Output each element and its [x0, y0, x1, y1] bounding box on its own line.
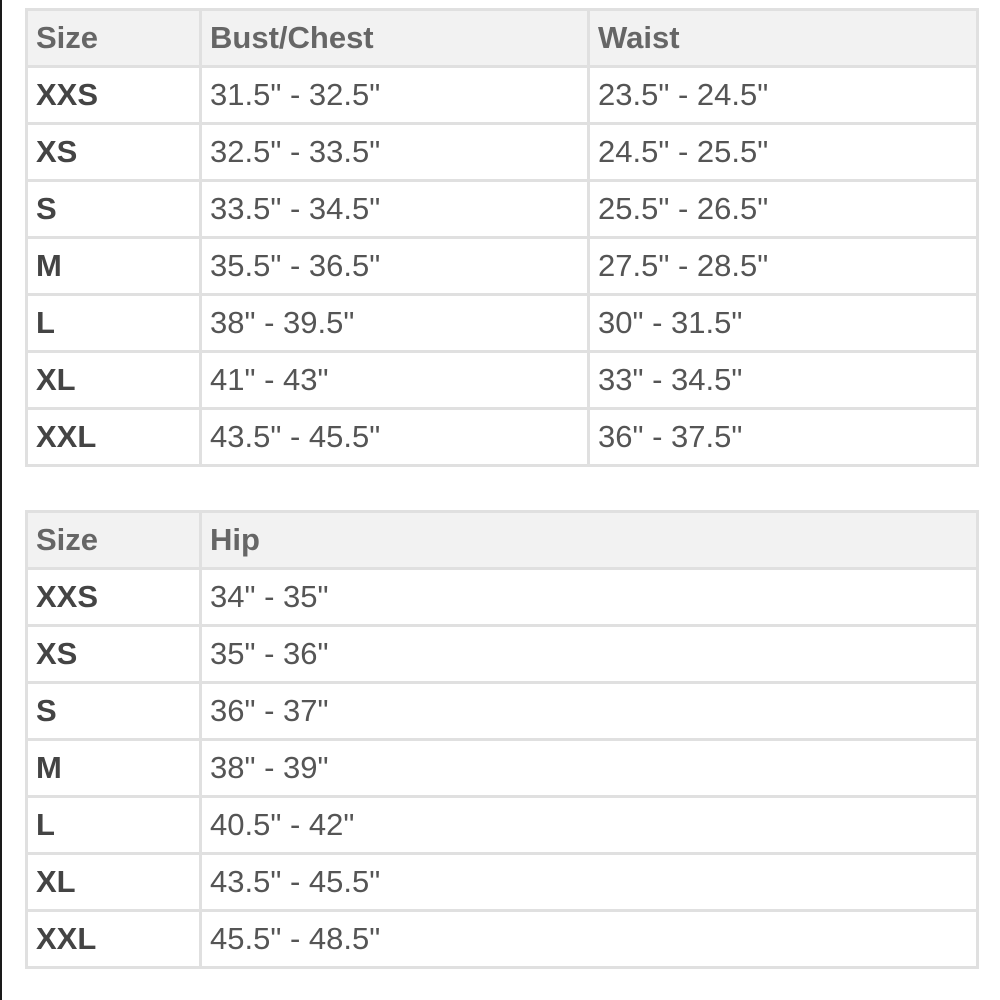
bust-cell: 31.5" - 32.5": [201, 67, 589, 124]
bust-cell: 38" - 39.5": [201, 295, 589, 352]
table-header-row: [27, 512, 978, 569]
waist-cell: 30" - 31.5": [589, 295, 978, 352]
table-row: [27, 124, 978, 181]
table-row: [27, 238, 978, 295]
bust-cell: 43.5" - 45.5": [201, 409, 589, 466]
hip-cell: 35" - 36": [201, 626, 978, 683]
waist-cell: 33" - 34.5": [589, 352, 978, 409]
size-cell: XXL: [27, 911, 201, 968]
hip-cell: 40.5" - 42": [201, 797, 978, 854]
size-cell: XL: [27, 854, 201, 911]
size-cell: XL: [27, 352, 201, 409]
table-row: [27, 683, 978, 740]
waist-cell: 27.5" - 28.5": [589, 238, 978, 295]
table-row: [27, 911, 978, 968]
header-bust-chest: Bust/Chest: [201, 10, 589, 67]
hip-cell: 38" - 39": [201, 740, 978, 797]
size-cell: S: [27, 683, 201, 740]
waist-cell: 36" - 37.5": [589, 409, 978, 466]
hip-cell: 45.5" - 48.5": [201, 911, 978, 968]
header-hip: Hip: [201, 512, 978, 569]
table-row: [27, 569, 978, 626]
size-cell: M: [27, 740, 201, 797]
hip-size-table: [25, 510, 979, 969]
size-cell: S: [27, 181, 201, 238]
header-size: Size: [27, 512, 201, 569]
size-cell: L: [27, 295, 201, 352]
size-cell: XS: [27, 124, 201, 181]
waist-cell: 25.5" - 26.5": [589, 181, 978, 238]
table-row: [27, 854, 978, 911]
table-row: [27, 352, 978, 409]
header-waist: Waist: [589, 10, 978, 67]
table-row: [27, 67, 978, 124]
table-row: [27, 181, 978, 238]
table-row: [27, 295, 978, 352]
hip-cell: 36" - 37": [201, 683, 978, 740]
waist-cell: 23.5" - 24.5": [589, 67, 978, 124]
waist-cell: 24.5" - 25.5": [589, 124, 978, 181]
table-header-row: [27, 10, 978, 67]
size-cell: M: [27, 238, 201, 295]
hip-cell: 34" - 35": [201, 569, 978, 626]
table-row: [27, 409, 978, 466]
table-row: [27, 626, 978, 683]
bust-cell: 41" - 43": [201, 352, 589, 409]
bust-cell: 33.5" - 34.5": [201, 181, 589, 238]
header-size: Size: [27, 10, 201, 67]
hip-cell: 43.5" - 45.5": [201, 854, 978, 911]
size-cell: XXS: [27, 67, 201, 124]
size-cell: XXS: [27, 569, 201, 626]
size-cell: L: [27, 797, 201, 854]
bust-waist-size-table: [25, 8, 979, 467]
left-edge-divider: [0, 0, 2, 1000]
bust-cell: 32.5" - 33.5": [201, 124, 589, 181]
size-cell: XS: [27, 626, 201, 683]
table-row: [27, 740, 978, 797]
table-row: [27, 797, 978, 854]
size-cell: XXL: [27, 409, 201, 466]
bust-cell: 35.5" - 36.5": [201, 238, 589, 295]
